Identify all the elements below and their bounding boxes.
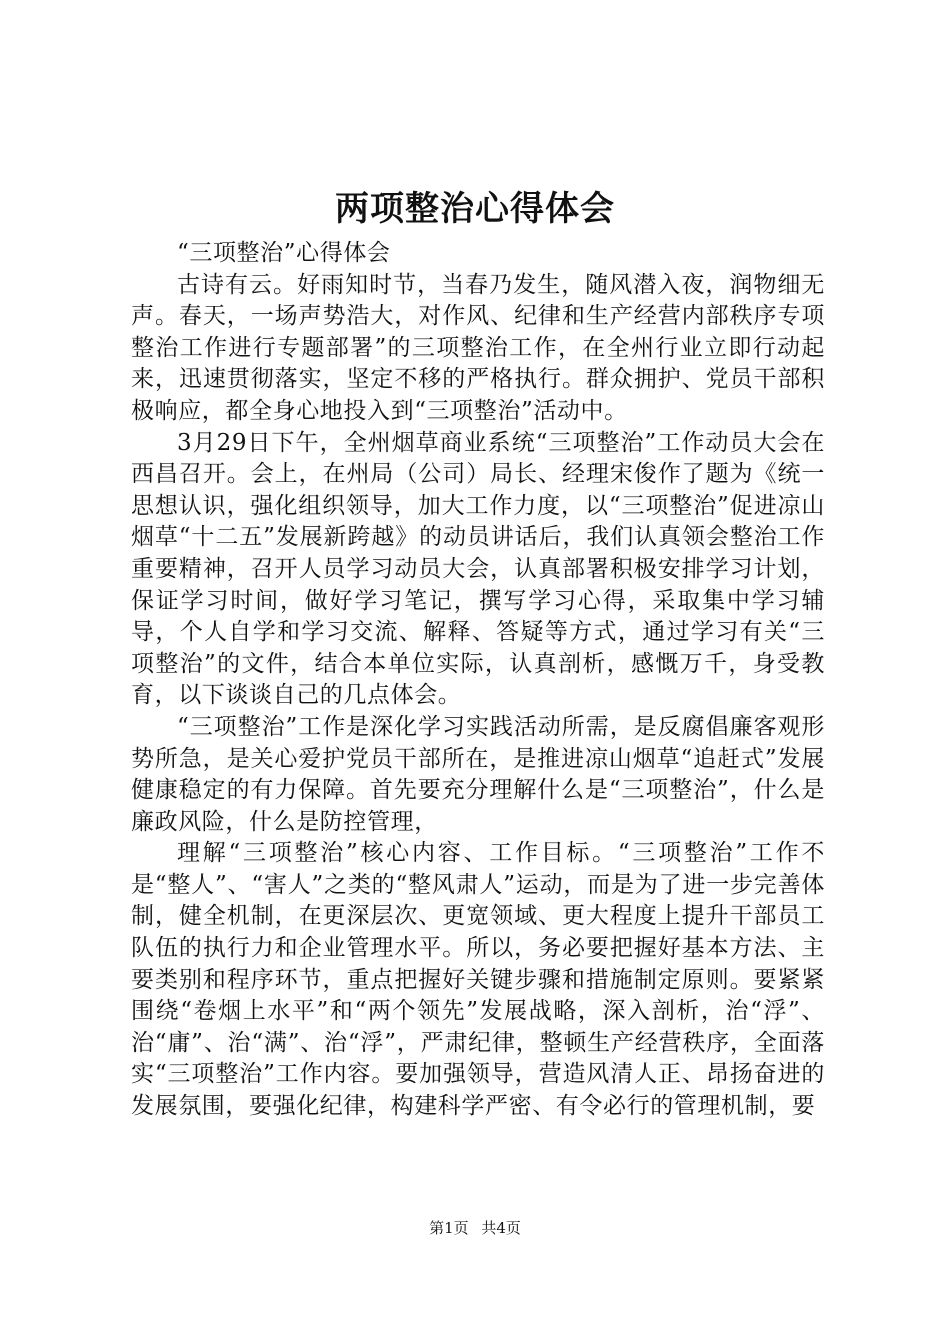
document-title: 两项整治心得体会 bbox=[335, 189, 615, 229]
page-footer bbox=[0, 1218, 950, 1238]
document-body bbox=[131, 238, 825, 1123]
paragraph: 理解“三项整治”核心内容、工作目标。“三项整治”工作不是“整人”、“害人”之类的“整风肃人”运动，而是为了进一步完善体制，健全机制，在更深层次、更宽领域、更大程度上提升干部员工队伍的执行力和企业管理水平。所以，务必要把握好基本方法、主要类别和程序环节，重点把握好关键步骤和措施制定原则。要紧紧围绕“卷烟上水平”和“两个领先”发展战略，深入剖析，治“浮”、治“庸”、治“满”、治“浮”，严肃纪律，整顿生产经营秩序，全面落实“三项整治”工作内容。要加强领导，营造风清人正、昂扬奋进的发展氛围，要强化纪律，构建科学严密、有令必行的管理机制，要 bbox=[131, 840, 825, 1120]
paragraph-subtitle: “三项整治”心得体会 bbox=[177, 240, 391, 266]
paragraph: 古诗有云。好雨知时节，当春乃发生，随风潜入夜，润物细无声。春天，一场声势浩大，对作风、纪律和生产经营内部秩序专项整治工作进行专题部署”的三项整治工作，在全州行业立即行动起来，迅速贯彻落实，坚定不移的严格执行。群众拥护、党员干部积极响应，都全身心地投入到“三项整治”活动中。 bbox=[131, 271, 825, 424]
paragraph: “三项整治”工作是深化学习实践活动所需，是反腐倡廉客观形势所急，是关心爱护党员干部所在，是推进凉山烟草“追赶式”发展健康稳定的有力保障。首先要充分理解什么是“三项整治”，什么是廉政风险，什么是防控管理， bbox=[131, 713, 825, 835]
paragraph: 3月29日下午，全州烟草商业系统“三项整治”工作动员大会在西昌召开。会上，在州局（公司）局长、经理宋俊作了题为《统一思想认识，强化组织领导，加大工作力度，以“三项整治”促进凉山烟草“十二五”发展新跨越》的动员讲话后，我们认真领会整治工作重要精神，召开人员学习动员大会，认真部署积极安排学习计划，保证学习时间，做好学习笔记，撰写学习心得，采取集中学习辅导，个人自学和学习交流、解释、答疑等方式，通过学习有关“三项整治”的文件，结合本单位实际，认真剖析，感慨万千，身受教育，以下谈谈自己的几点体会。 bbox=[131, 429, 825, 709]
page-number: 第1页 bbox=[429, 1219, 469, 1237]
total-pages: 共4页 bbox=[481, 1219, 521, 1237]
